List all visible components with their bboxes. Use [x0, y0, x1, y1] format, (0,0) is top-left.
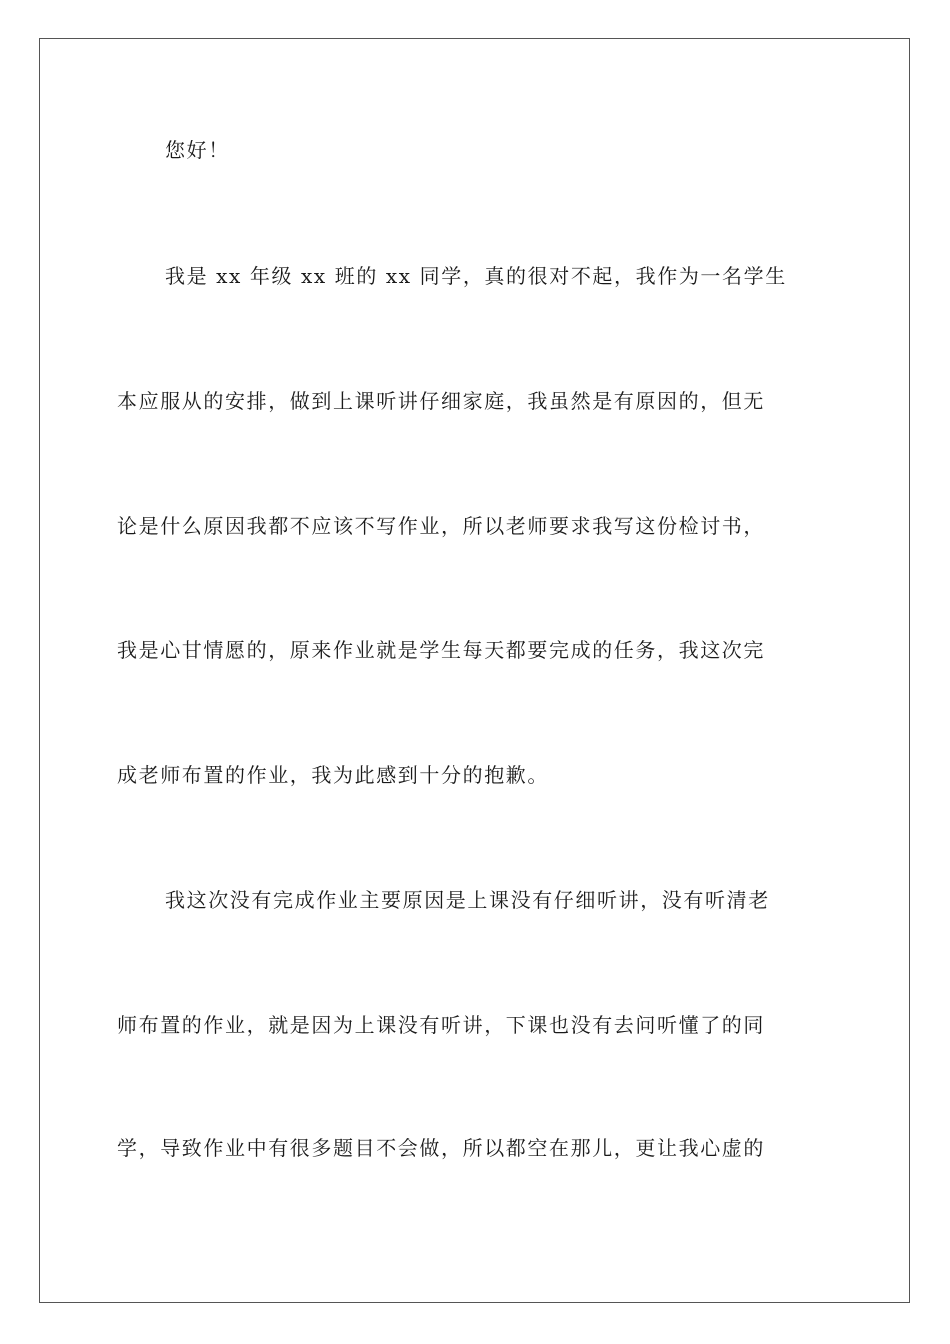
- paragraph1-line1: 我是 xx 年级 xx 班的 xx 同学，真的很对不起，我作为一名学生: [165, 264, 787, 288]
- paragraph1-line4: 我是心甘情愿的，原来作业就是学生每天都要完成的任务，我这次完: [117, 638, 765, 662]
- paragraph1-line2: 本应服从的安排，做到上课听讲仔细家庭，我虽然是有原因的，但无: [117, 389, 765, 413]
- paragraph2-line1: 我这次没有完成作业主要原因是上课没有仔细听讲，没有听清老: [165, 888, 770, 912]
- salutation: 您好！: [165, 138, 230, 162]
- paragraph1-line5: 成老师布置的作业，我为此感到十分的抱歉。: [117, 763, 549, 787]
- paragraph2-line2: 师布置的作业，就是因为上课没有听讲，下课也没有去问听懂了的同: [117, 1013, 765, 1037]
- paragraph1-line3: 论是什么原因我都不应该不写作业，所以老师要求我写这份检讨书，: [117, 514, 765, 538]
- page-border: [39, 38, 910, 1303]
- paragraph2-line3: 学，导致作业中有很多题目不会做，所以都空在那儿，更让我心虚的: [117, 1136, 765, 1160]
